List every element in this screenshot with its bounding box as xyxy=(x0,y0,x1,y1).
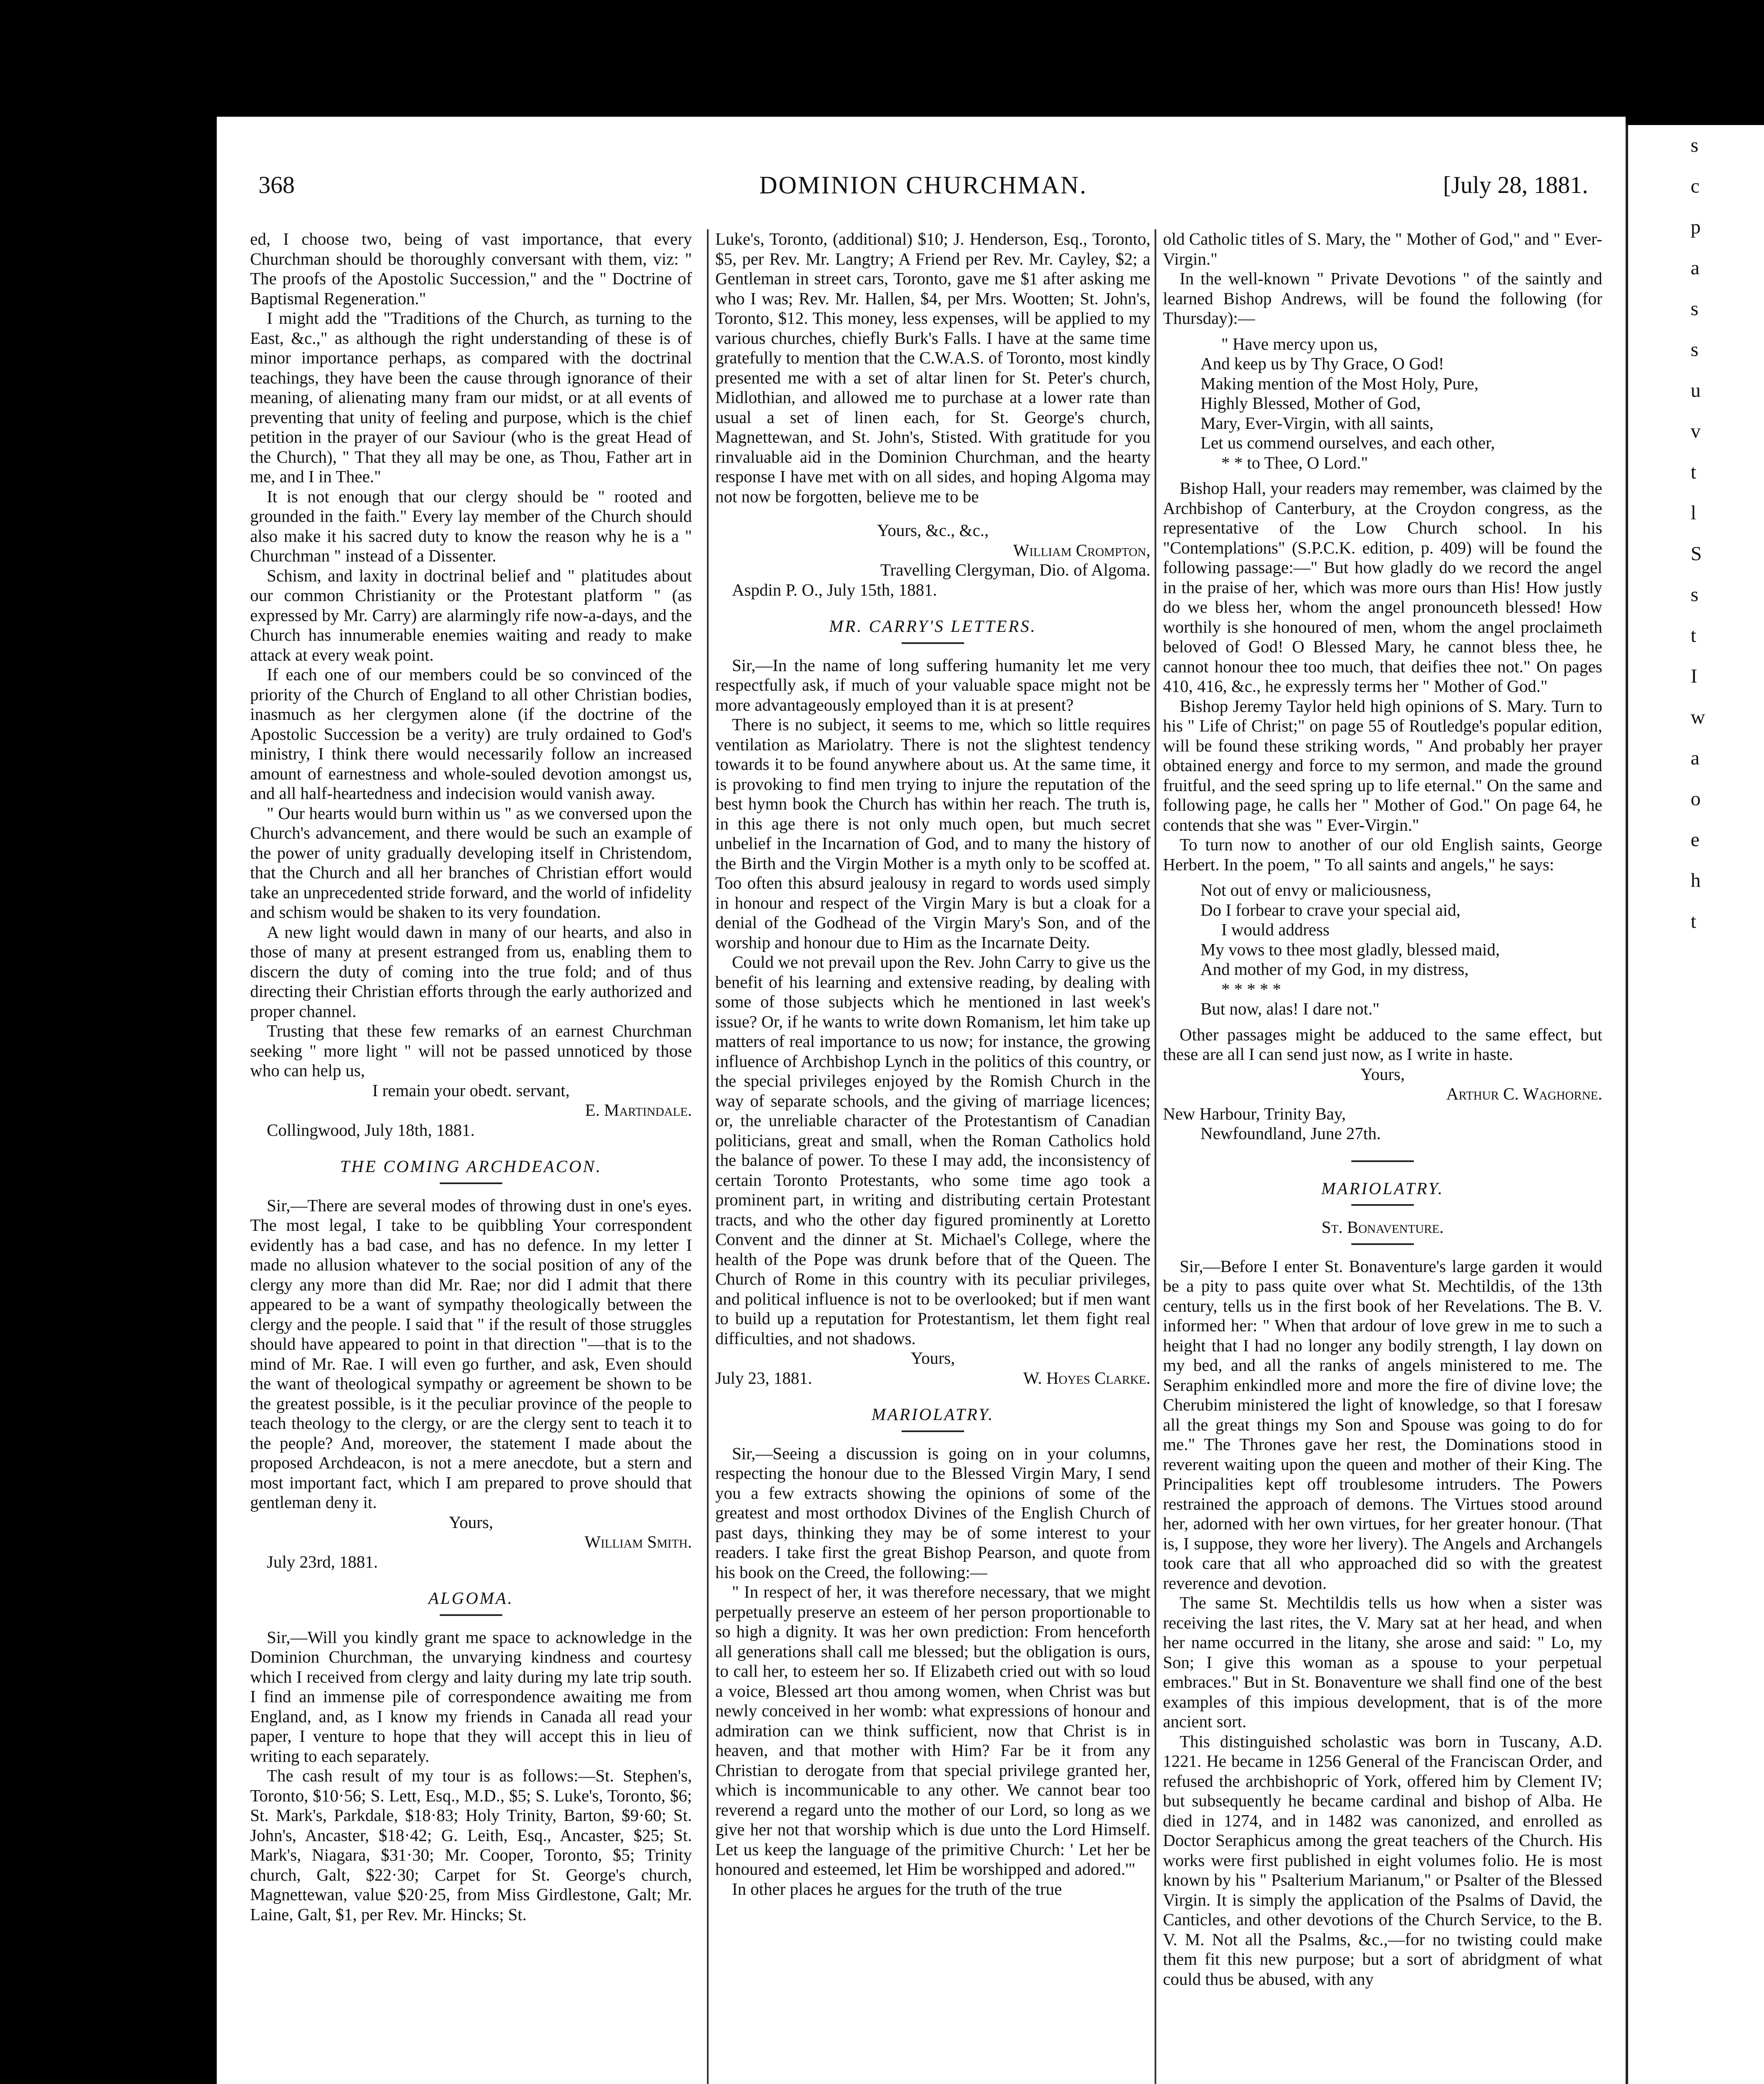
letter-signature: William Crompton, xyxy=(1013,540,1150,560)
paragraph: In the well-known " Private Devotions " of the saintly and learned Bishop Andrews, will be found the following (for Thursday):— xyxy=(1163,269,1602,328)
column-2 xyxy=(707,229,1150,2084)
verse-line: Do I forbear to crave your special aid, xyxy=(1200,900,1461,919)
divider xyxy=(440,1614,502,1616)
verse-line: * * * * * xyxy=(1221,979,1281,999)
edge-letter: s xyxy=(1691,584,1699,606)
edge-letter: S xyxy=(1691,543,1702,565)
paragraph: Bishop Jeremy Taylor held high opinions of S. Mary. Turn to his " Life of Christ;" on page 55 of Routledge's popular edition, will be found these striking words, " And probably her prayer obtained energy and force to my sermon, and made the ground fruitful, and the seed spring up to life eternal." On the same and following page, he calls her " Mother of God." On page 64, he contends that she was " Ever-Virgin." xyxy=(1163,696,1602,834)
edge-letter: s xyxy=(1691,134,1699,156)
verse-line: * * to Thee, O Lord." xyxy=(1221,453,1368,472)
paragraph: old Catholic titles of S. Mary, the " Mother of God," and " Ever-Virgin." xyxy=(1163,229,1602,268)
letter-date-signature xyxy=(715,1368,1150,1388)
paragraph: The same St. Mechtildis tells us how when a sister was receiving the last rites, the V. Mary sat at her head, and when her name occurred in the litany, she arose and said: " Lo, my Son; I give this woman as a spouse to your perpetual embraces." But in St. Bonaventure we shall find one of the best examples of this impious development, that is of the more ancient sort. xyxy=(1163,1593,1602,1731)
paragraph: It is not enough that our clergy should be " rooted and grounded in the faith." Every lay member of the Church should also make it his sacred duty to know the reason why he is a " Churchman " instead of a Dissenter. xyxy=(250,486,692,565)
edge-letter: a xyxy=(1691,747,1700,769)
article-heading: THE COMING ARCHDEACON. xyxy=(340,1157,602,1176)
column-1 xyxy=(250,229,692,2084)
paragraph: Luke's, Toronto, (additional) $10; J. Henderson, Esq., Toronto, $5, per Rev. Mr. Langtry; A Friend per Rev. Mr. Cayley, $2; a Gentleman in street cars, Toronto, gave me $1 after asking me who I was; Rev. Mr. Hallen, $4, per Mrs. Wootten; St. John's, Toronto, $12. This money, less expenses, will be applied to my various churches, chiefly Burk's Falls. I have at the same time gratefully to mention that the C.W.A.S. of Toronto, most kindly presented me with a set of altar linen for St. Peter's church, Midlothian, and allowed me to purchase at a lower rate than usual a set of linen each, for St. George's church, Magnettewan, and St. John's, Stisted. With gratitude for you rinvaluable aid in the Dominion Churchman, and the hearty response I have met with on all sides, and hoping Algoma may not now be forgotten, believe me to be xyxy=(715,229,1150,506)
letter-place-date: Collingwood, July 18th, 1881. xyxy=(267,1120,475,1140)
paragraph: If each one of our members could be so convinced of the priority of the Church of England to all other Christian bodies, inasmuch as her clergymen alone (if the doctrine of the Apostolic Succession be a verity) are truly ordained to God's ministry, I think there would necessarily follow an increased amount of earnestness and whole-souled devotion amongst us, and all half-heartedness and indecision would vanish away. xyxy=(250,665,692,803)
edge-letter: a xyxy=(1691,257,1700,279)
edge-letter: w xyxy=(1691,706,1705,728)
paragraph: Sir,—Before I enter St. Bonaventure's large garden it would be a pity to pass quite over what St. Mechtildis, of the 13th century, tells us in the first book of her Revelations. The B. V. informed her: " When that ardour of love grew in me to such a height that I had no longer any bodily strength, I lay down on my bed, and all the ranks of angels ministered to me. The Seraphim enkindled more and more the fire of divine love; the Cherubim ministered the light of knowledge, so that I foresaw all the great things my Son and Spouse was going to do for me." The Thrones gave her rest, the Dominations stood in reverent waiting upon the queen and mother of their King. The Principalities kept off troublesome intruders. The Powers restrained the approach of demons. The Virtues stood around her, adorned with her own virtues, for her greater honour. (That is, I suppose, they wore her livery). The Angels and Archangels took care that all who approached did so with the greatest reverence and devotion. xyxy=(1163,1256,1602,1593)
divider xyxy=(1351,1243,1414,1245)
letter-place: Newfoundland, June 27th. xyxy=(1200,1124,1381,1143)
edge-letter: I xyxy=(1691,665,1697,687)
edge-letter: t xyxy=(1691,461,1696,483)
edge-letter: l xyxy=(1691,502,1696,524)
article-heading: MARIOLATRY. xyxy=(871,1405,995,1424)
paragraph: " Our hearts would burn within us " as we conversed upon the Church's advancement, and there would be such an example of the power of unity gradually developing itself in Christendom, that the Church and all her branches of Christian effort would take an unprecedented stride forward, and the world of infidelity and schism would be shaken to its very foundation. xyxy=(250,803,692,922)
divider xyxy=(902,642,964,644)
edge-letter: t xyxy=(1691,624,1696,646)
letter-signature-title: Travelling Clergyman, Dio. of Algoma. xyxy=(880,560,1150,579)
divider xyxy=(440,1182,502,1184)
edge-letter: t xyxy=(1691,910,1696,932)
paragraph: There is no subject, it seems to me, which so little requires ventilation as Mariolatry. There is not the slightest tendency towards it to be found anywhere about us. At the same time, it is provoking to find men trying to injure the reputation of the best hymn book the Church has within her reach. The truth is, in this age there is not only much open, but much secret unbelief in the Incarnation of God, and to many the history of the Birth and the Virgin Mother is a myth only to be scoffed at. Too often this absurd jealousy in regard to words used simply in honour and respect of the Virgin Mary is but a cloak for a denial of the Godhead of the Virgin Mary's Son, and of the worship and honour due to Him as the Incarnate Deity. xyxy=(715,715,1150,952)
letter-place: New Harbour, Trinity Bay, xyxy=(1163,1104,1346,1123)
publication-title: DOMINION CHURCHMAN. xyxy=(759,171,1087,199)
verse-line: Making mention of the Most Holy, Pure, xyxy=(1200,373,1478,393)
paragraph: Sir,—Will you kindly grant me space to acknowledge in the Dominion Churchman, the unvarying kindness and courtesy which I received from clergy and laity during my late trip south. I find an immense pile of correspondence awaiting me from England, and, as I know my friends in Canada all read your paper, I venture to hope that they will accept this in lieu of writing to each separately. xyxy=(250,1627,692,1766)
letter-place-date: Aspdin P. O., July 15th, 1881. xyxy=(732,580,937,599)
divider xyxy=(1351,1204,1414,1206)
verse-line: And keep us by Thy Grace, O God! xyxy=(1200,354,1444,373)
quotation: " In respect of her, it was therefore necessary, that we might perpetually preserve an esteem of her person proportionable to so high a dignity. It was her own prediction: From henceforth all generations shall call me blessed; but the obligation is ours, to call her, to esteem her so. If Elizabeth cried out with so loud a voice, Blessed art thou among women, when Christ was but newly conceived in her womb: what expressions of honour and admiration can we think sufficient, now that Christ is in heaven, and that mother with Him? Far be it from any Christian to derogate from that special privilege granted her, which is incommunicable to any other. We cannot bear too reverend a regard unto the mother of our Lord, so long as we give her not that worship which is due unto the Lord Himself. Let us keep the language of the primitive Church: ' Let her be honoured and esteemed, let Him be worshipped and adored.'" xyxy=(715,1582,1150,1879)
paragraph: A new light would dawn in many of our hearts, and also in those of many at present estranged from us, enabling them to discern the duty of coming into the true fold; and of thus directing their Christian efforts through the early authorized and proper channel. xyxy=(250,922,692,1021)
letter-closing: Yours, xyxy=(910,1348,955,1368)
verse-line: Let us commend ourselves, and each other, xyxy=(1200,433,1495,452)
verse-line: I would address xyxy=(1221,920,1330,939)
verse-line: And mother of my God, in my distress, xyxy=(1200,959,1469,979)
edge-letter: c xyxy=(1691,175,1700,197)
paragraph: Schism, and laxity in doctrinal belief and " platitudes about our common Christianity or the Protestant platform " (as expressed by Mr. Carry) are alarmingly rife now-a-days, and the Church has innumerable enemies waiting and ready to make attack at every weak point. xyxy=(250,566,692,664)
letter-signature: Arthur C. Waghorne. xyxy=(1446,1084,1602,1103)
paragraph: Sir,—In the name of long suffering humanity let me very respectfully ask, if much of your valuable space might not be more advantageously employed than it is at present? xyxy=(715,655,1150,714)
divider xyxy=(902,1430,964,1432)
verse-line: Highly Blessed, Mother of God, xyxy=(1200,393,1421,413)
paragraph: To turn now to another of our old English saints, George Herbert. In the poem, " To all saints and angels," he says: xyxy=(1163,835,1602,874)
letter-date: July 23rd, 1881. xyxy=(267,1552,378,1571)
edge-letter: p xyxy=(1691,216,1701,238)
article-subheading: St. Bonaventure. xyxy=(1321,1217,1444,1237)
paragraph: Bishop Hall, your readers may remember, was claimed by the Archbishop of Canterbury, at the Croydon congress, as the representative of the Low Church school. In his "Contemplations" (S.P.C.K. edition, p. 409) will be found the following passage:—" But how gladly do we record the angel in the praise of her, which was more ours than His! How justly do we bless her, whom the angel pronounceth blessed! How worthily is she honoured of men, whom the angel proclaimeth beloved of God! O Blessed Mary, he cannot bless thee, he cannot honour thee too much, that deifies thee not." On pages 410, 416, &c., he expressly terms her " Mother of God." xyxy=(1163,478,1602,696)
letter-signature: William Smith. xyxy=(584,1532,692,1551)
edge-letter: s xyxy=(1691,298,1699,320)
letter-date: July 23, 1881. xyxy=(715,1368,812,1388)
paragraph: ed, I choose two, being of vast importance, that every Churchman should be thoroughly conversant with them, viz: " The proofs of the Apostolic Succession," and the " Doctrine of Baptismal Regeneration." xyxy=(250,229,692,308)
edge-letter: e xyxy=(1691,829,1700,851)
letter-closing: Yours, xyxy=(449,1512,494,1532)
letter-signature: E. Martindale. xyxy=(585,1100,692,1120)
article-heading: ALGOMA. xyxy=(428,1588,514,1608)
paragraph: The cash result of my tour is as follows:—St. Stephen's, Toronto, $10·56; S. Lett, Esq., M.D., $5; S. Luke's, Toronto, $6; St. Mark's, Parkdale, $18·83; Holy Trinity, Barton, $9·60; St. John's, Ancaster, $18·42; G. Leith, Esq., Ancaster, $25; St. Mark's, Niagara, $31·30; Mr. Cooper, Toronto, $5; Trinity church, Galt, $22·30; Carpet for St. George's church, Magnettewan, value $20·25, from Miss Girdlestone, Galt; Mr. Laine, Galt, $1, per Rev. Mr. Hincks; St. xyxy=(250,1766,692,1924)
page-number: 368 xyxy=(258,171,295,198)
page-header xyxy=(258,167,1588,204)
verse-line: " Have mercy upon us, xyxy=(1221,334,1378,353)
verse-line: Not out of envy or maliciousness, xyxy=(1200,880,1431,899)
paragraph: Could we not prevail upon the Rev. John Carry to give us the benefit of his learning and extensive reading, by dealing with some of those subjects which he mentioned in last week's issue? Or, if he wants to write down Romanism, let him take up matters of real importance to us now; for instance, the growing influence of Archbishop Lynch in the politics of this country, or the special privileges enjoyed by the Romish Church in the way of separate schools, and the giving of marriage licences; or, the unreliable character of the Protestantism of Canadian politicians, great and small, when the Roman Catholics hold the balance of power. To these I may add, the inconsistency of certain Toronto Protestants, who some time ago took a prominent part, in writing and distributing certain Protestant tracts, and who the other day figured prominently at Loretto Convent and the dinner at St. Michael's College, where the health of the Pope was drunk before that of the Queen. The Church of Rome in this country with its peculiar privileges, and political influence is not to be overlooked; but if men want to build up a reputation for Protestantism, let them fight real difficulties, and not shadows. xyxy=(715,952,1150,1348)
article-heading: MR. CARRY'S LETTERS. xyxy=(829,616,1037,636)
paragraph: This distinguished scholastic was born in Tuscany, A.D. 1221. He became in 1256 General of the Franciscan Order, and refused the archbishopric of York, offered him by Clement IV; but subsequently he became cardinal and bishop of Alba. He died in 1274, and in 1482 was canonized, and enrolled as Doctor Seraphicus among the great teachers of the Church. His works were first published in eight volumes folio. He is most known by his " Psalterium Marianum," or Psalter of the Blessed Virgin. It is simply the application of the Psalms of David, the Canticles, and other devotions of the Church Service, to the B. V. M. Not all the Psalms, &c.,—for no twisting could make them fit this new purpose; but a sort of abridgment of what could thus be abused, with any xyxy=(1163,1731,1602,1989)
letter-closing: Yours, &c., &c., xyxy=(877,521,989,540)
paragraph: I might add the "Traditions of the Church, as turning to the East, &c.," as although the right understanding of these is of minor importance perhaps, as compared with the doctrinal teachings, they have been the cause through ignorance of their meaning, of alienating many fram our midst, or at all events of preventing that unity of feeling and purpose, which is the chief petition in the prayer of our Saviour (who is the great Head of the Church), " That they all may be one, as Thou, Father art in me, and I in Thee." xyxy=(250,308,692,486)
verse-line: Mary, Ever-Virgin, with all saints, xyxy=(1200,413,1434,433)
paragraph: Trusting that these few remarks of an earnest Churchman seeking " more light " will not be passed unnoticed by those who can help us, xyxy=(250,1021,692,1080)
edge-letter: s xyxy=(1691,338,1699,361)
paragraph: In other places he argues for the truth of the true xyxy=(732,1879,1062,1899)
edge-letter: v xyxy=(1691,420,1701,442)
verse-line: My vows to thee most gladly, blessed maid, xyxy=(1200,939,1500,959)
letter-signature: W. Hoyes Clarke. xyxy=(1023,1368,1150,1388)
letter-closing: Yours, xyxy=(1360,1064,1405,1084)
paragraph: Sir,—Seeing a discussion is going on in your columns, respecting the honour due to the Blessed Virgin Mary, I send you a few extracts showing the opinions of some of the greatest and most orthodox Divines of the English Church of past days, thinking they may be of some interest to your readers. I take first the great Bishop Pearson, and quote from his book on the Creed, the following:— xyxy=(715,1443,1150,1582)
edge-letter: u xyxy=(1691,379,1701,401)
issue-date: [July 28, 1881. xyxy=(1443,171,1588,198)
article-heading: MARIOLATRY. xyxy=(1321,1178,1444,1198)
edge-letter: h xyxy=(1691,869,1701,892)
letter-closing: I remain your obedt. servant, xyxy=(372,1080,570,1100)
paragraph: Other passages might be adduced to the same effect, but these are all I can send just now, as I write in haste. xyxy=(1163,1024,1602,1064)
edge-letter: o xyxy=(1691,788,1701,810)
adjacent-page-edge xyxy=(1626,125,1764,2084)
newspaper-page xyxy=(217,117,1626,2084)
column-3 xyxy=(1155,229,1602,2084)
verse-line: But now, alas! I dare not." xyxy=(1200,999,1380,1018)
paragraph: Sir,—There are several modes of throwing dust in one's eyes. The most legal, I take to be quibbling Your correspondent evidently has a bad case, and has no defence. In my letter I made no allusion whatever to the social position of any of the clergy any more than did Mr. Rae; nor did I admit that there appeared to be a want of sympathy theologically between the clergy and the people. I said that " if the result of those struggles should have appeared to point in that direction "—that is to the mind of Mr. Rae. I will even go further, and ask, Even should the want of theological sympathy or agreement be shown to be the greatest possible, is it the peculiar province of the people to teach theology to the clergy, or are the clergy sent to teach it to the people? And, moreover, the statement I made about the proposed Archdeacon, is not a mere anecdote, but a stern and most important fact, which I am prepared to prove should that gentleman deny it. xyxy=(250,1195,692,1512)
divider xyxy=(1351,1160,1414,1162)
